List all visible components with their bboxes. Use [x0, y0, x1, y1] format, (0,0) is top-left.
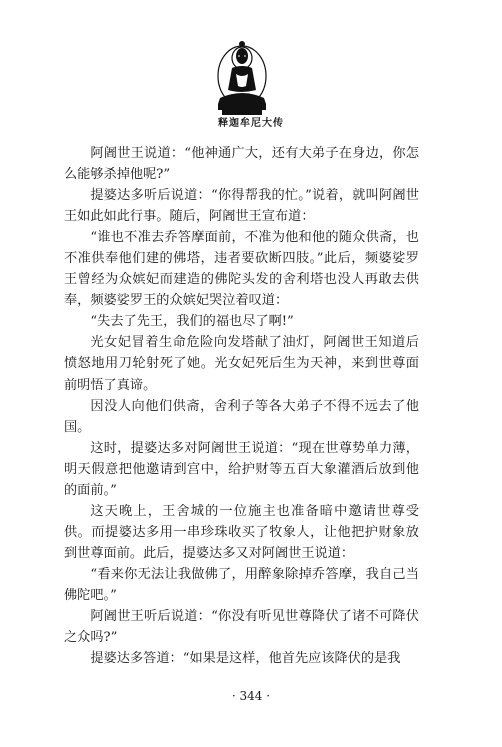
page-number: · 344 · [231, 689, 271, 703]
paragraph: “谁也不准去乔答摩面前，不准为他和他的随众供斋，也不准供奉他们建的佛塔，违者要砍断四肢。”此后，频婆娑罗王曾经为众嫔妃而建造的佛陀头发的舍利塔也没人再敢去供奉，频婆娑罗王的众嫔妃哭泣着叹道： [64, 230, 419, 309]
paragraph: 因没人向他们供斋，舍利子等各大弟子不得不远去了他国。 [64, 398, 419, 435]
paragraph: “失去了先王，我们的福也尽了啊!” [90, 314, 294, 330]
paragraph: 光女妃冒着生命危险向发塔献了油灯，阿阇世王知道后愤怒地用刀轮射死了她。光女妃死后生为天神，来到世尊面前明悟了真谛。 [64, 335, 419, 393]
paragraph: 这时，提婆达多对阿阇世王说道：“现在世尊势单力薄，明天假意把他邀请到宫中，给护财等五百大象灌酒后放到他的面前。” [64, 440, 419, 498]
paragraph: 阿阇世王说道：“他神通广大，还有大弟子在身边，你怎么能够杀掉他呢?” [64, 146, 419, 183]
paragraph: 阿阇世王听后说道：“你没有听见世尊降伏了诸不可降伏之众吗?” [64, 609, 419, 646]
paragraph: 提婆达多听后说道：“你得帮我的忙。”说着，就叫阿阇世王如此如此行事。随后，阿阇世王宣布道： [64, 188, 419, 225]
paragraph: 提婆达多答道：“如果是这样，他首先应该降伏的是我 [90, 651, 401, 667]
paragraph: 这天晚上，王舍城的一位施主也准备暗中邀请世尊受供。而提婆达多用一串珍珠收买了牧象人，让他把护财象放到世尊面前。此后，提婆达多又对阿阇世王说道： [64, 503, 419, 561]
book-title-header: 释迦牟尼大传 [218, 118, 284, 129]
paragraph: “看来你无法让我做佛了，用醉象除掉乔答摩，我自己当佛陀吧。” [64, 566, 419, 603]
body-text [64, 143, 419, 669]
buddha-figure-icon [212, 38, 272, 118]
